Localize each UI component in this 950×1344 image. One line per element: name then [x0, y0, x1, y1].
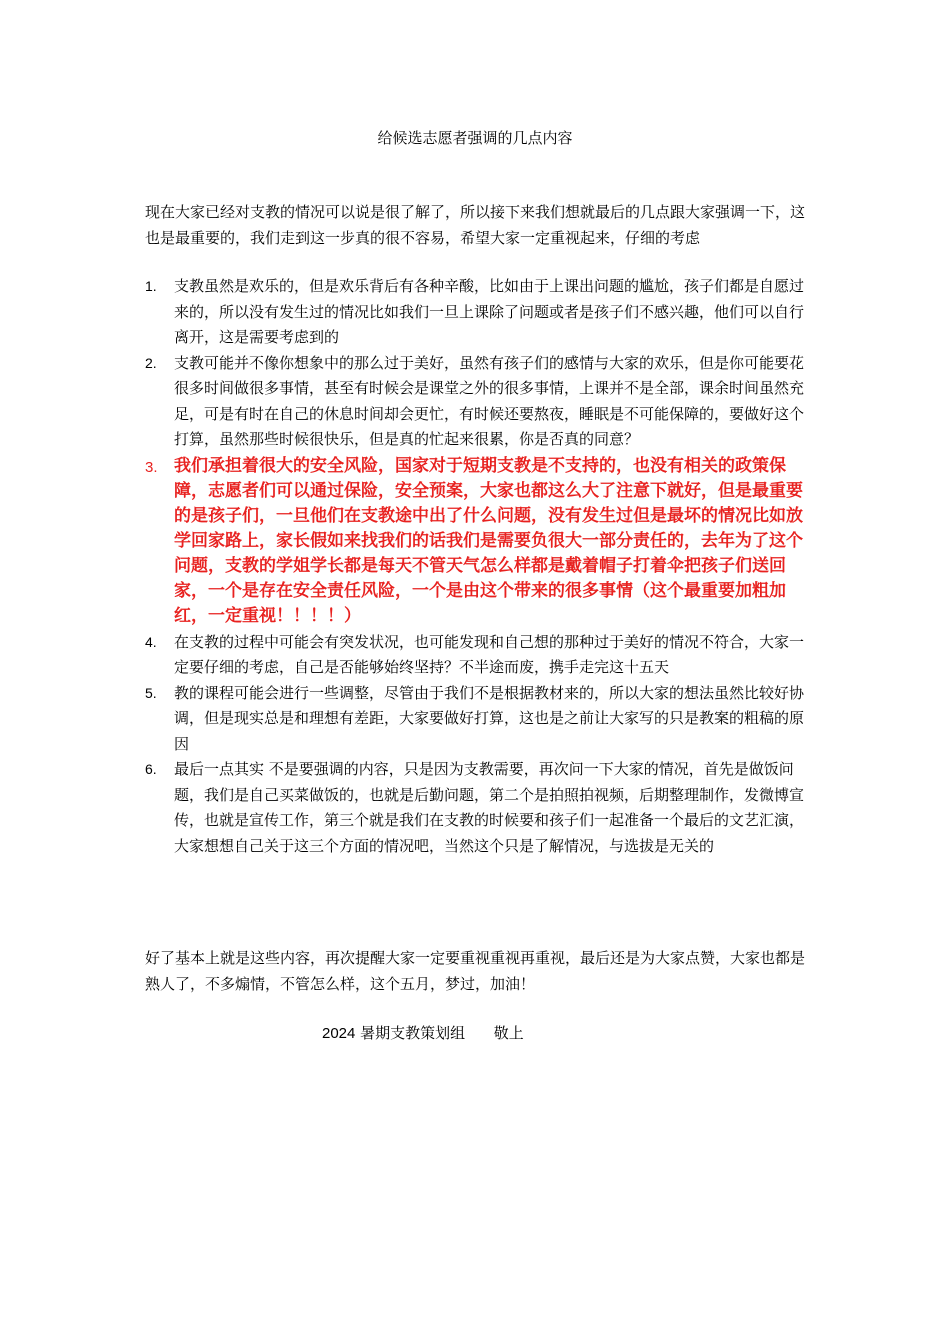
- list-number: 1.: [145, 278, 157, 294]
- list-item-text: 支教虽然是欢乐的，但是欢乐背后有各种辛酸，比如由于上课出问题的尴尬，孩子们都是自愿过来的，所以没有发生过的情况比如我们一旦上课除了问题或者是孩子们不感兴趣，他们可以自行离开，这是需要考虑到的: [174, 277, 805, 346]
- list-number: 4.: [145, 633, 157, 650]
- signature-sign-off: 敬上: [493, 1024, 524, 1042]
- list-item-text: 在支教的过程中可能会有突发状况，也可能发现和自己想的那种过于美好的情况不符合，大家一定要仔细的考虑，自己是否能够始终坚持？不半途而废，携手走完这十五天: [174, 632, 805, 676]
- closing-paragraph: 好了基本上就是这些内容，再次提醒大家一定要重视重视再重视，最后还是为大家点赞，大家也都是熟人了，不多煽情，不管怎么样，这个五月，梦过，加油！: [145, 949, 806, 993]
- document-title: 给候选志愿者强调的几点内容: [377, 129, 573, 147]
- list-item: [145, 681, 810, 758]
- list-number: 5.: [145, 684, 157, 701]
- list-item-emphasized: [145, 454, 810, 629]
- signature: [322, 1022, 524, 1045]
- list-number: 3.: [145, 458, 158, 476]
- list-item: [145, 274, 810, 351]
- list-item: [145, 630, 810, 681]
- signature-year: 2024: [322, 1025, 356, 1042]
- list-number: 6.: [145, 761, 157, 777]
- intro-paragraph: 现在大家已经对支教的情况可以说是很了解了，所以接下来我们想就最后的几点跟大家强调一下，这也是最重要的，我们走到这一步真的很不容易，希望大家一定重视起来，仔细的考虑: [145, 203, 806, 247]
- list-item: [145, 757, 810, 859]
- list-item-text: 我们承担着很大的安全风险，国家对于短期支教是不支持的，也没有相关的政策保障，志愿者们可以通过保险，安全预案，大家也都这么大了注意下就好，但是最重要的是孩子们，一旦他们在支教途中出了什么问题，没有发生过但是最坏的情况比如放学回家路上，家长假如来找我们的话我们是需要负很大一部分责任的，去年为了这个问题，支教的学姐学长都是每天不管天气怎么样都是戴着帽子打着伞把孩子们送回家，一个是存在安全责任风险，一个是由这个带来的很多事情（这个最重要加粗加红，一定重视！！！！）: [174, 455, 803, 626]
- signature-org: 暑期支教策划组: [360, 1024, 466, 1042]
- points-list: [145, 274, 810, 859]
- list-item-text: 支教可能并不像你想象中的那么过于美好，虽然有孩子们的感情与大家的欢乐，但是你可能要花很多时间做很多事情，甚至有时候会是课堂之外的很多事情，上课并不是全部，课余时间虽然充足，可是有时在自己的休息时间却会更忙，有时候还要熬夜，睡眠是不可能保障的，要做好这个打算，虽然那些时候很快乐，但是真的忙起来很累，你是否真的同意？: [174, 353, 805, 448]
- list-number: 2.: [145, 354, 157, 371]
- list-item-text: 最后一点其实 不是要强调的内容，只是因为支教需要，再次问一下大家的情况，首先是做饭问题，我们是自己买菜做饭的，也就是后勤问题，第二个是拍照拍视频，后期整理制作，发微博宣传，也就是宣传工作，第三个就是我们在支教的时候要和孩子们一起准备一个最后的文艺汇演，大家想想自己关于这三个方面的情况吧，当然这个只是了解情况，与选拔是无关的: [174, 760, 805, 855]
- list-item-text: 教的课程可能会进行一些调整，尽管由于我们不是根据教材来的，所以大家的想法虽然比较好协调，但是现实总是和理想有差距，大家要做好打算，这也是之前让大家写的只是教案的粗稿的原因: [174, 683, 805, 753]
- list-item: [145, 351, 810, 453]
